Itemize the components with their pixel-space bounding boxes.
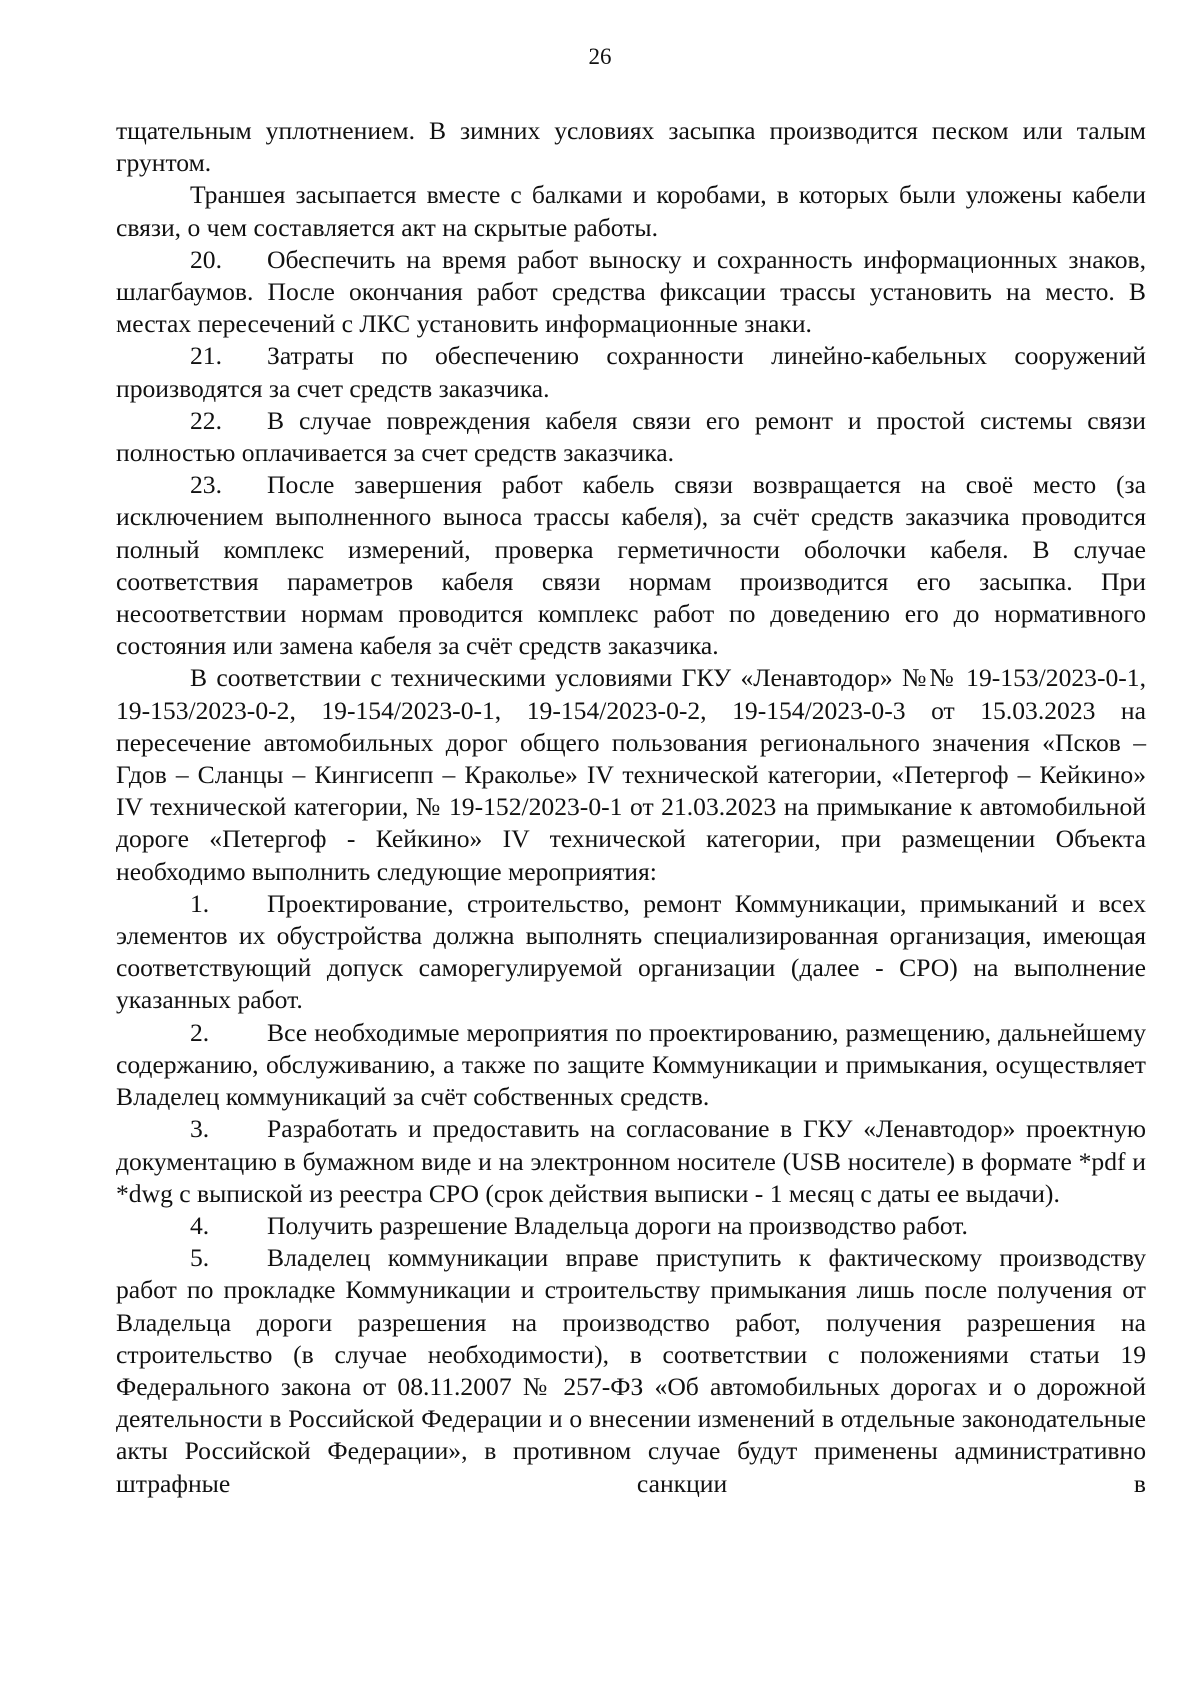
paragraph-text: Все необходимые мероприятия по проектированию, размещению, дальнейшему содержанию, обслуживанию, а также по защите Коммуникации и примыкания, осуществляет Владелец коммуникаций за счёт собственных средств. xyxy=(116,1017,1146,1112)
item-number: 23. xyxy=(190,470,222,500)
numbered-item-21 xyxy=(116,340,1146,404)
paragraph-text: Разработать и предоставить на согласование в ГКУ «Ленавтодор» проектную документацию в бумажном виде и на электронном носителе (USB носителе) в формате *pdf и *dwg с выпиской из реестра СРО (срок действия выписки - 1 месяц с даты ее выдачи). xyxy=(116,1114,1146,1208)
item-number: 3. xyxy=(190,1114,210,1144)
item-number: 20. xyxy=(190,244,222,274)
numbered-item-3 xyxy=(116,1113,1146,1210)
numbered-item-2 xyxy=(116,1017,1146,1114)
document-body xyxy=(116,115,1146,1500)
numbered-item-1 xyxy=(116,888,1146,1017)
paragraph-backfill xyxy=(116,179,1146,243)
paragraph-text: Проектирование, строительство, ремонт Коммуникации, примыканий и всех элементов их обустройства должна выполнять специализированная организация, имеющая соответствующий допуск саморегулируемой организации (далее - СРО) на выполнение указанных работ. xyxy=(116,888,1146,1015)
paragraph-text: Получить разрешение Владельца дороги на производство работ. xyxy=(267,1210,968,1240)
item-number: 21. xyxy=(190,341,222,371)
paragraph-continuation xyxy=(116,115,1146,179)
item-number: 22. xyxy=(190,405,222,435)
item-number: 4. xyxy=(190,1210,210,1240)
numbered-item-5 xyxy=(116,1242,1146,1500)
paragraph-text: Владелец коммуникации вправе приступить к фактическому производству работ по прокладке Коммуникации и строительству примыкания лишь после получения от Владельца дороги разрешения на производство работ, получения разрешения на строительство (в случае необходимости), в соответствии с положениями статьи 19 Федерального закона от 08.11.2007 № 257-ФЗ «Об автомобильных дорогах и о дорожной деятельности в Российской Федерации и о внесении изменений в отдельные законодательные акты Российской Федерации», в противном случае будут применены административно штрафные санкции в xyxy=(116,1243,1146,1498)
paragraph-text: Обеспечить на время работ выноску и сохранность информационных знаков, шлагбаумов. После окончания работ средства фиксации трассы установить на место. В местах пересечений с ЛКС установить информационные знаки. xyxy=(116,244,1146,339)
item-number: 5. xyxy=(190,1243,210,1273)
paragraph-text: В случае повреждения кабеля связи его ремонт и простой системы связи полностью оплачивается за счет средств заказчика. xyxy=(116,405,1146,468)
paragraph-text: В соответствии с техническими условиями ГКУ «Ленавтодор» №№ 19-153/2023-0-1, 19-153/2023-0-2, 19-154/2023-0-1, 19-154/2023-0-2, 19-154/2023-0-3 от 15.03.2023 на пересечение автомобильных дорог общего пользования регионального значения «Псков – Гдов – Сланцы – Кингисепп – Краколье» IV технической категории, «Петергоф – Кейкино» IV технической категории, № 19-152/2023-0-1 от 21.03.2023 на примыкание к автомобильной дороге «Петергоф - Кейкино» IV технической категории, при размещении Объекта необходимо выполнить следующие мероприятия: xyxy=(116,663,1146,886)
paragraph-text: После завершения работ кабель связи возвращается на своё место (за исключением выполненного выноса трассы кабеля), за счёт средств заказчика проводится полный комплекс измерений, проверка герметичности оболочки кабеля. В случае соответствия параметров кабеля связи нормам производится его засыпка. При несоответствии нормам проводится комплекс работ по доведению его до нормативного состояния или замена кабеля за счёт средств заказчика. xyxy=(116,470,1146,661)
numbered-item-4 xyxy=(116,1210,1146,1242)
numbered-item-20 xyxy=(116,244,1146,341)
item-number: 1. xyxy=(190,888,210,918)
item-number: 2. xyxy=(190,1017,210,1047)
paragraph-text: Траншея засыпается вместе с балками и коробами, в которых были уложены кабели связи, о чем составляется акт на скрытые работы. xyxy=(116,180,1146,242)
paragraph-technical-conditions xyxy=(116,662,1146,887)
paragraph-text: Затраты по обеспечению сохранности линейно-кабельных сооружений производятся за счет средств заказчика. xyxy=(116,341,1146,403)
page-number: 26 xyxy=(588,44,612,69)
paragraph-text: тщательным уплотнением. В зимних условиях засыпка производится песком или талым грунтом. xyxy=(116,116,1146,178)
numbered-item-22 xyxy=(116,405,1146,469)
numbered-item-23 xyxy=(116,469,1146,662)
